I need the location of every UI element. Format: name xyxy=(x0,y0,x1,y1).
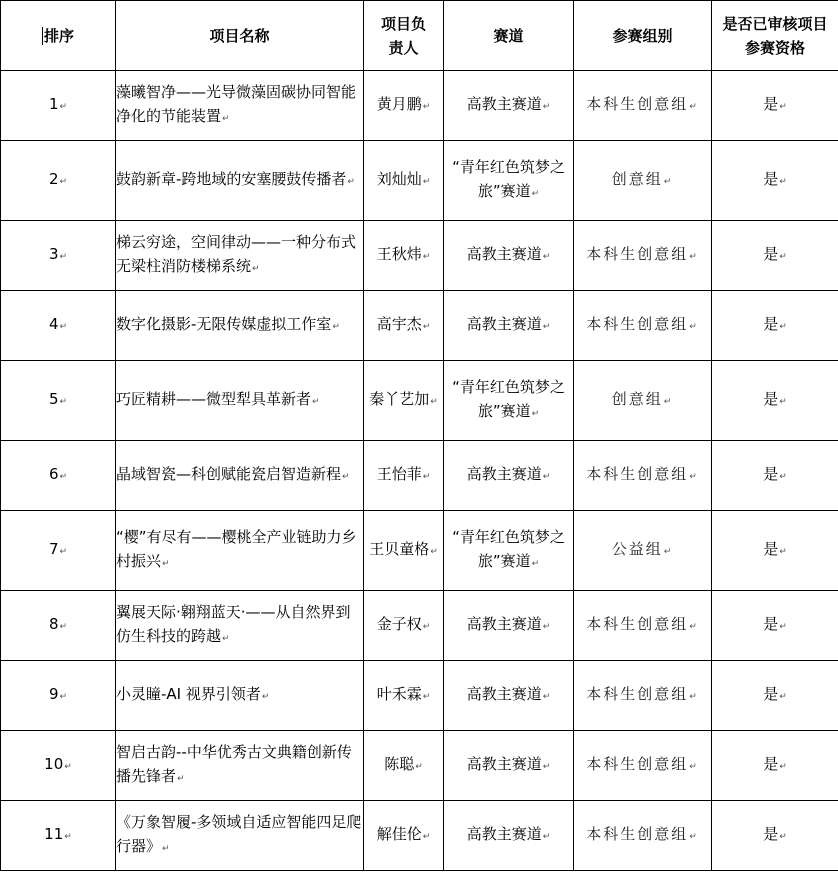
return-mark-icon: ↵ xyxy=(663,397,674,407)
return-mark-icon: ↵ xyxy=(222,114,230,124)
return-mark-icon: ↵ xyxy=(177,774,185,784)
col-header-review: 是否已审核项目参赛资格 xyxy=(712,1,838,71)
return-mark-icon: ↵ xyxy=(689,832,699,842)
return-mark-icon: ↵ xyxy=(779,472,787,482)
table-row xyxy=(1,801,838,871)
return-mark-icon: ↵ xyxy=(252,264,260,274)
cell-seq: 8↵ xyxy=(1,591,116,661)
return-mark-icon: ↵ xyxy=(64,832,72,842)
cell-track: 高教主赛道↵ xyxy=(444,801,574,871)
cell-track: 高教主赛道↵ xyxy=(444,221,574,291)
cell-group: 本科生创意组↵ xyxy=(574,731,712,801)
header-row xyxy=(1,1,838,71)
return-mark-icon: ↵ xyxy=(542,102,551,112)
cell-group: 本科生创意组↵ xyxy=(574,801,712,871)
return-mark-icon: ↵ xyxy=(779,397,787,407)
return-mark-icon: ↵ xyxy=(422,322,431,332)
table-row xyxy=(1,361,838,441)
cell-person: 王怡菲↵ xyxy=(364,441,444,511)
return-mark-icon: ↵ xyxy=(430,397,438,407)
col-header-person: 项目负责人 xyxy=(364,1,444,71)
cell-group: 创意组↵ xyxy=(574,361,712,441)
table-row xyxy=(1,731,838,801)
cell-person: 黄月鹏↵ xyxy=(364,71,444,141)
cell-person: 王贝童格↵ xyxy=(364,511,444,591)
cell-review: 是↵ xyxy=(712,71,838,141)
cell-track: “青年红色筑梦之旅”赛道↵ xyxy=(444,361,574,441)
return-mark-icon: ↵ xyxy=(779,547,787,557)
table-row xyxy=(1,591,838,661)
return-mark-icon: ↵ xyxy=(689,622,699,632)
cell-project-name: 小灵瞳-AI 视界引领者↵ xyxy=(116,661,364,731)
cell-person: 王秋炜↵ xyxy=(364,221,444,291)
cell-review: 是↵ xyxy=(712,361,838,441)
cell-track: 高教主赛道↵ xyxy=(444,291,574,361)
return-mark-icon: ↵ xyxy=(422,472,431,482)
return-mark-icon: ↵ xyxy=(531,409,540,419)
return-mark-icon: ↵ xyxy=(779,692,787,702)
return-mark-icon: ↵ xyxy=(542,692,551,702)
return-mark-icon: ↵ xyxy=(542,832,551,842)
table-row xyxy=(1,511,838,591)
cell-group: 本科生创意组↵ xyxy=(574,661,712,731)
cell-track: 高教主赛道↵ xyxy=(444,441,574,511)
return-mark-icon: ↵ xyxy=(542,322,551,332)
return-mark-icon: ↵ xyxy=(779,177,787,187)
return-mark-icon: ↵ xyxy=(422,177,431,187)
cell-review: 是↵ xyxy=(712,511,838,591)
cell-seq: 9↵ xyxy=(1,661,116,731)
cell-review: 是↵ xyxy=(712,291,838,361)
cell-group: 本科生创意组↵ xyxy=(574,441,712,511)
cell-seq: 2↵ xyxy=(1,141,116,221)
return-mark-icon: ↵ xyxy=(59,177,68,187)
cell-track: 高教主赛道↵ xyxy=(444,731,574,801)
return-mark-icon: ↵ xyxy=(542,622,551,632)
return-mark-icon: ↵ xyxy=(779,322,787,332)
return-mark-icon: ↵ xyxy=(422,102,431,112)
return-mark-icon: ↵ xyxy=(689,102,699,112)
cell-seq: 6↵ xyxy=(1,441,116,511)
cell-review: 是↵ xyxy=(712,661,838,731)
table-row xyxy=(1,71,838,141)
return-mark-icon: ↵ xyxy=(779,762,787,772)
text-cursor xyxy=(42,27,43,45)
cell-project-name: 鼓韵新章-跨地域的安塞腰鼓传播者↵ xyxy=(116,141,364,221)
return-mark-icon: ↵ xyxy=(663,177,674,187)
return-mark-icon: ↵ xyxy=(59,322,68,332)
cell-review: 是↵ xyxy=(712,591,838,661)
return-mark-icon: ↵ xyxy=(222,634,230,644)
cell-person: 秦丫艺加↵ xyxy=(364,361,444,441)
return-mark-icon: ↵ xyxy=(689,322,699,332)
cell-track: “青年红色筑梦之旅”赛道↵ xyxy=(444,511,574,591)
return-mark-icon: ↵ xyxy=(415,762,423,772)
cell-review: 是↵ xyxy=(712,221,838,291)
return-mark-icon: ↵ xyxy=(663,547,674,557)
return-mark-icon: ↵ xyxy=(59,252,68,262)
cell-person: 叶禾霖↵ xyxy=(364,661,444,731)
return-mark-icon: ↵ xyxy=(430,547,438,557)
col-header-group: 参赛组别 xyxy=(574,1,712,71)
return-mark-icon: ↵ xyxy=(162,559,170,569)
cell-review: 是↵ xyxy=(712,141,838,221)
cell-project-name: 晶域智瓷—科创赋能瓷启智造新程↵ xyxy=(116,441,364,511)
return-mark-icon: ↵ xyxy=(779,622,787,632)
cell-seq: 7↵ xyxy=(1,511,116,591)
cell-project-name: 《万象智履-多领域自适应智能四足爬行器》↵ xyxy=(116,801,364,871)
cell-group: 本科生创意组↵ xyxy=(574,71,712,141)
return-mark-icon: ↵ xyxy=(312,397,320,407)
cell-seq: 3↵ xyxy=(1,221,116,291)
return-mark-icon: ↵ xyxy=(64,762,72,772)
return-mark-icon: ↵ xyxy=(531,559,540,569)
cell-group: 本科生创意组↵ xyxy=(574,291,712,361)
cell-seq: 4↵ xyxy=(1,291,116,361)
cell-project-name: 巧匠精耕——微型犁具革新者↵ xyxy=(116,361,364,441)
cell-seq: 11↵ xyxy=(1,801,116,871)
return-mark-icon: ↵ xyxy=(689,472,699,482)
return-mark-icon: ↵ xyxy=(542,762,551,772)
cell-track: 高教主赛道↵ xyxy=(444,661,574,731)
cell-project-name: 翼展天际·翱翔蓝天·——从自然界到仿生科技的跨越↵ xyxy=(116,591,364,661)
cell-person: 陈聪↵ xyxy=(364,731,444,801)
return-mark-icon: ↵ xyxy=(422,622,431,632)
return-mark-icon: ↵ xyxy=(59,547,68,557)
cell-person: 金子权↵ xyxy=(364,591,444,661)
col-header-track: 赛道 xyxy=(444,1,574,71)
return-mark-icon: ↵ xyxy=(779,102,787,112)
col-header-seq: 排序 xyxy=(1,1,116,71)
return-mark-icon: ↵ xyxy=(59,622,68,632)
cell-group: 公益组↵ xyxy=(574,511,712,591)
cell-project-name: 梯云穷途，空间律动——一种分布式无梁柱消防楼梯系统↵ xyxy=(116,221,364,291)
cell-project-name: 藻曦智净——光导微藻固碳协同智能净化的节能装置↵ xyxy=(116,71,364,141)
return-mark-icon: ↵ xyxy=(332,322,340,332)
table-row xyxy=(1,141,838,221)
cell-group: 本科生创意组↵ xyxy=(574,221,712,291)
return-mark-icon: ↵ xyxy=(689,762,699,772)
return-mark-icon: ↵ xyxy=(59,397,68,407)
cell-review: 是↵ xyxy=(712,731,838,801)
return-mark-icon: ↵ xyxy=(422,832,431,842)
return-mark-icon: ↵ xyxy=(542,472,551,482)
cell-track: 高教主赛道↵ xyxy=(444,591,574,661)
return-mark-icon: ↵ xyxy=(542,252,551,262)
cell-seq: 5↵ xyxy=(1,361,116,441)
return-mark-icon: ↵ xyxy=(261,692,270,702)
cell-project-name: “樱”有尽有——樱桃全产业链助力乡村振兴↵ xyxy=(116,511,364,591)
cell-group: 本科生创意组↵ xyxy=(574,591,712,661)
table-row xyxy=(1,221,838,291)
return-mark-icon: ↵ xyxy=(689,692,699,702)
return-mark-icon: ↵ xyxy=(779,832,787,842)
return-mark-icon: ↵ xyxy=(531,189,540,199)
cell-person: 刘灿灿↵ xyxy=(364,141,444,221)
cell-project-name: 智启古韵--中华优秀古文典籍创新传播先锋者↵ xyxy=(116,731,364,801)
col-header-name: 项目名称 xyxy=(116,1,364,71)
table-row xyxy=(1,291,838,361)
cell-track: 高教主赛道↵ xyxy=(444,71,574,141)
cell-seq: 1↵ xyxy=(1,71,116,141)
return-mark-icon: ↵ xyxy=(779,252,787,262)
return-mark-icon: ↵ xyxy=(59,692,68,702)
table-row xyxy=(1,441,838,511)
cell-person: 解佳伦↵ xyxy=(364,801,444,871)
return-mark-icon: ↵ xyxy=(422,252,431,262)
return-mark-icon: ↵ xyxy=(162,844,170,854)
table-row xyxy=(1,661,838,731)
return-mark-icon: ↵ xyxy=(342,472,350,482)
return-mark-icon: ↵ xyxy=(347,177,355,187)
cell-seq: 10↵ xyxy=(1,731,116,801)
return-mark-icon: ↵ xyxy=(689,252,699,262)
cell-track: “青年红色筑梦之旅”赛道↵ xyxy=(444,141,574,221)
cell-group: 创意组↵ xyxy=(574,141,712,221)
cell-review: 是↵ xyxy=(712,801,838,871)
cell-person: 高宇杰↵ xyxy=(364,291,444,361)
cell-review: 是↵ xyxy=(712,441,838,511)
return-mark-icon: ↵ xyxy=(59,472,68,482)
return-mark-icon: ↵ xyxy=(59,102,68,112)
cell-project-name: 数字化摄影-无限传媒虚拟工作室↵ xyxy=(116,291,364,361)
return-mark-icon: ↵ xyxy=(422,692,431,702)
